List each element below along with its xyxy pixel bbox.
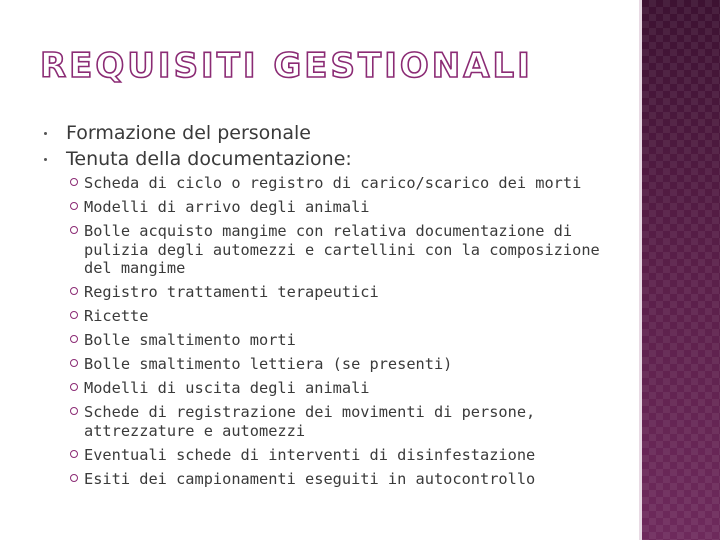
sub-item-text: Bolle smaltimento lettiera (se presenti) (84, 355, 453, 373)
ring-bullet-icon (70, 335, 78, 343)
bullet-text: Formazione del personale (66, 122, 311, 144)
sub-item (44, 307, 624, 326)
sub-item-text: Eventuali schede di interventi di disinfestazione (84, 445, 536, 464)
ring-bullet-icon (70, 407, 78, 415)
sub-item (44, 446, 624, 465)
ring-bullet-icon (70, 383, 78, 391)
slide-title: REQUISITI GESTIONALI (40, 46, 533, 86)
sub-item (44, 355, 624, 374)
ring-bullet-icon (70, 202, 78, 210)
sub-item (44, 283, 624, 302)
bullet-item-formazione (44, 120, 624, 146)
sub-item-text: Bolle acquisto mangime con relativa documentazione di pulizia degli automezzi e cartellini con la composizione del mangime (84, 222, 600, 277)
sub-item (44, 222, 624, 278)
sub-item-text: Modelli di uscita degli animali (84, 379, 370, 397)
sub-item (44, 174, 624, 193)
ring-bullet-icon (70, 311, 78, 319)
slide-content (44, 120, 624, 494)
ring-bullet-icon (70, 359, 78, 367)
sub-bullet-list (44, 174, 624, 488)
bullet-item-documentazione (44, 146, 624, 172)
bullet-dot-icon (44, 132, 47, 135)
sub-item-text: Scheda di ciclo o registro di carico/scarico dei morti (84, 174, 582, 192)
ring-bullet-icon (70, 287, 78, 295)
side-decorative-band (642, 0, 720, 540)
sub-item (44, 470, 624, 489)
bullet-text: Tenuta della documentazione: (66, 148, 352, 170)
sub-item (44, 198, 624, 217)
ring-bullet-icon (70, 450, 78, 458)
sub-item (44, 379, 624, 398)
sub-item-text: Schede di registrazione dei movimenti di persone, attrezzature e automezzi (84, 403, 536, 440)
sub-item (44, 403, 624, 440)
sub-item-text: Modelli di arrivo degli animali (84, 198, 370, 216)
sub-item (44, 331, 624, 350)
sub-item-text: Registro trattamenti terapeutici (84, 283, 379, 301)
sub-item-text: Bolle smaltimento morti (84, 331, 296, 349)
bullet-dot-icon (44, 158, 47, 161)
sub-item-text: Ricette (84, 307, 149, 325)
ring-bullet-icon (70, 226, 78, 234)
ring-bullet-icon (70, 178, 78, 186)
sub-item-text: Esiti dei campionamenti eseguiti in autocontrollo (84, 469, 536, 488)
ring-bullet-icon (70, 474, 78, 482)
